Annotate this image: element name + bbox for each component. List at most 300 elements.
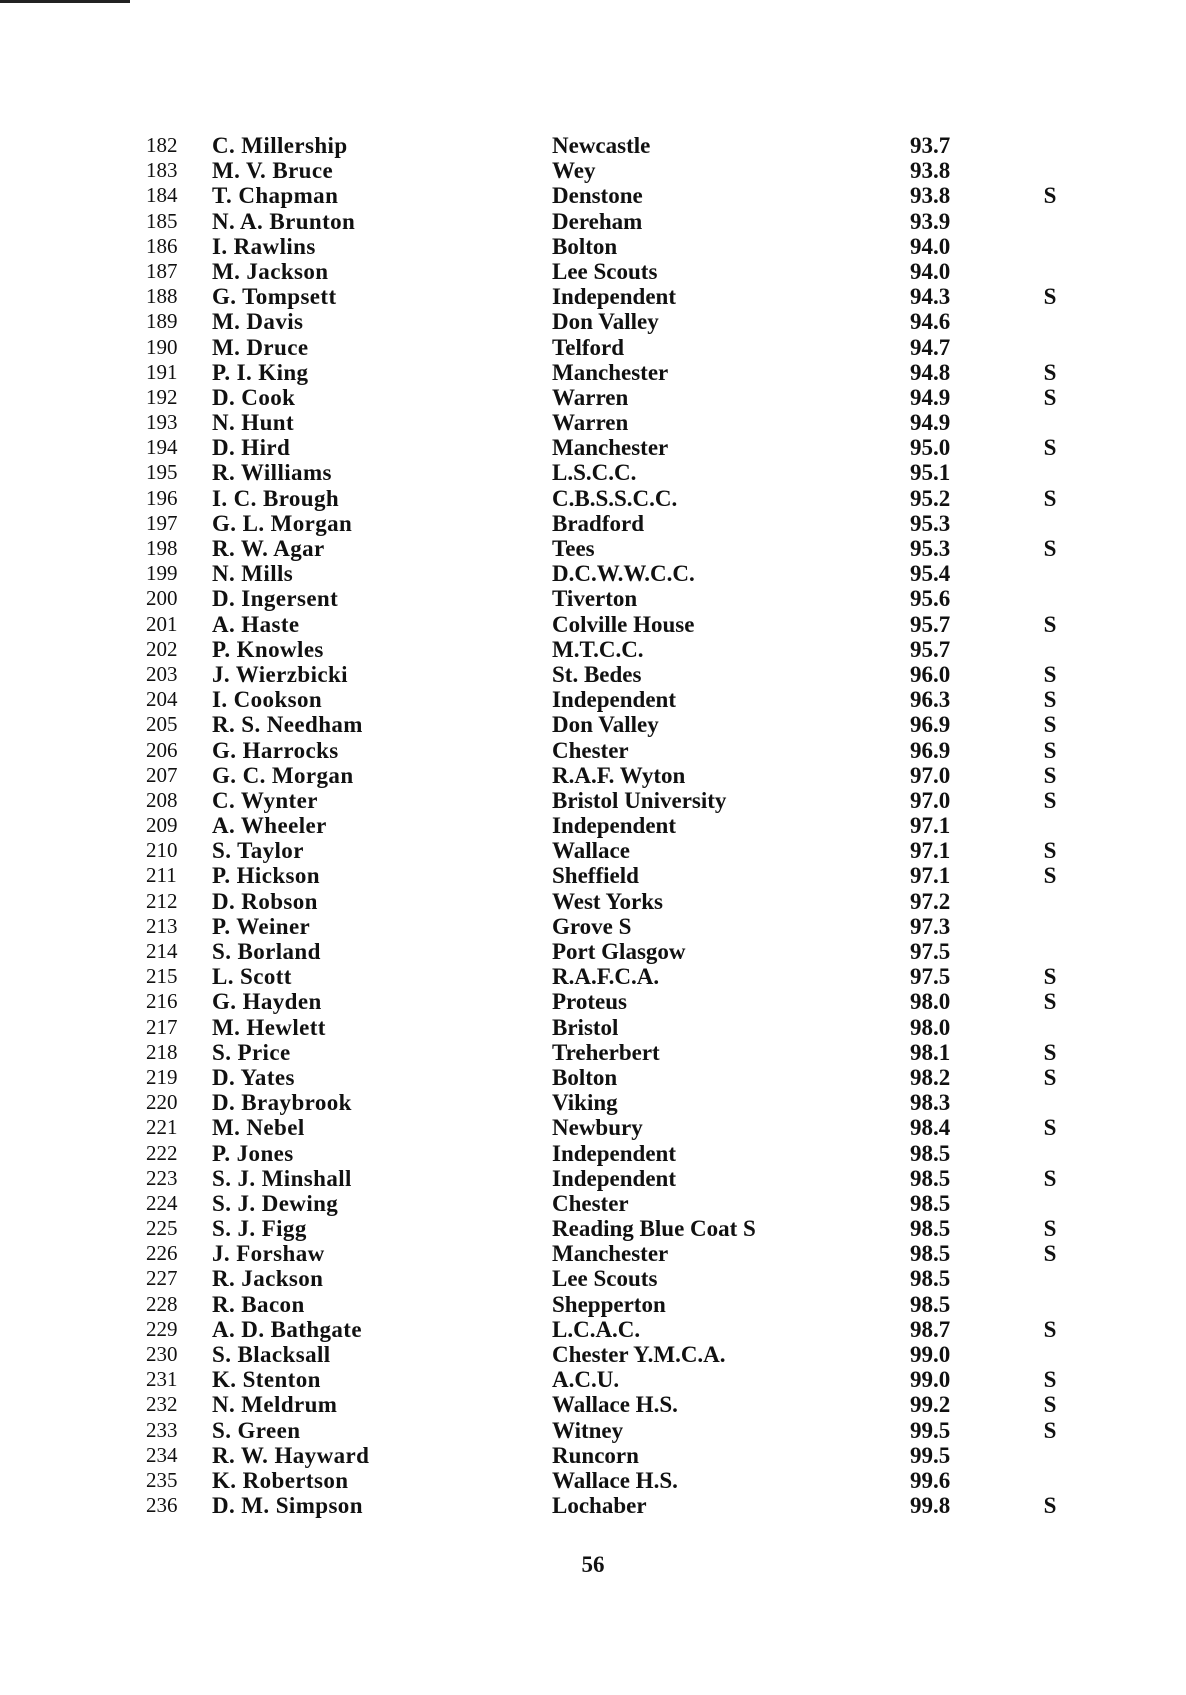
table-row [140,813,1100,838]
time-value: 96.3 [910,687,951,713]
club-name: Manchester [552,1241,669,1267]
table-row [140,1468,1100,1493]
competitor-name: D. Hird [212,435,291,461]
time-value: 98.5 [910,1291,951,1317]
position-number: 192 [146,384,178,409]
competitor-name: P. Weiner [212,913,311,939]
club-name: Wallace [552,838,630,864]
time-value: 99.6 [910,1467,951,1493]
competitor-name: R. Bacon [212,1291,305,1317]
competitor-name: S. J. Figg [212,1216,307,1242]
time-value: 98.5 [910,1216,951,1242]
s-flag: S [1043,384,1057,410]
club-name: Bradford [552,510,644,536]
club-name: Wey [552,158,596,184]
competitor-name: S. Blacksall [212,1342,331,1367]
competitor-name: N. Mills [212,561,294,587]
table-row [140,536,1100,561]
club-name: Chester Y.M.C.A. [552,1342,726,1367]
position-number: 185 [146,208,178,233]
position-number: 187 [146,258,178,283]
time-value: 97.5 [910,964,951,990]
position-number: 217 [146,1014,178,1039]
competitor-name: M. Davis [212,309,304,335]
table-row [140,284,1100,309]
club-name: Port Glasgow [552,939,686,964]
table-row [140,1166,1100,1191]
time-value: 93.8 [910,183,951,209]
time-value: 95.4 [910,561,951,587]
time-value: 98.0 [910,1014,951,1040]
club-name: Independent [552,687,676,713]
position-number: 206 [146,737,178,762]
s-flag: S [1043,485,1057,511]
competitor-name: R. Jackson [212,1266,324,1292]
club-name: Warren [552,410,629,436]
club-name: Lee Scouts [552,258,658,284]
table-row [140,1493,1100,1518]
table-row [140,259,1100,284]
time-value: 97.1 [910,813,951,839]
table-row [140,1317,1100,1342]
competitor-name: G. Harrocks [212,737,339,763]
time-value: 94.7 [910,334,951,360]
time-value: 95.3 [910,536,951,561]
competitor-name: D. Braybrook [212,1090,352,1116]
position-number: 216 [146,989,178,1014]
club-name: Warren [552,384,629,410]
time-value: 96.0 [910,661,951,687]
competitor-name: M. Jackson [212,258,329,284]
time-value: 99.5 [910,1442,951,1468]
position-number: 229 [146,1316,178,1341]
time-value: 96.9 [910,712,951,738]
table-row [140,1292,1100,1317]
competitor-name: N. Meldrum [212,1392,338,1418]
position-number: 219 [146,1064,178,1089]
position-number: 235 [146,1467,178,1492]
club-name: Bolton [552,233,618,259]
club-name: Telford [552,334,624,360]
s-flag: S [1043,787,1057,813]
s-flag: S [1043,964,1057,990]
time-value: 94.9 [910,410,951,436]
time-value: 98.5 [910,1241,951,1267]
club-name: Tees [552,536,595,561]
club-name: Tiverton [552,586,638,612]
club-name: R.A.F. Wyton [552,762,686,788]
club-name: St. Bedes [552,661,642,687]
position-number: 234 [146,1442,178,1467]
competitor-name: I. C. Brough [212,485,340,511]
competitor-name: N. Hunt [212,410,295,436]
table-row [140,889,1100,914]
position-number: 210 [146,838,178,863]
competitor-name: D. Yates [212,1064,295,1090]
competitor-name: S. Price [212,1039,291,1065]
time-value: 97.0 [910,787,951,813]
club-name: Newbury [552,1115,643,1141]
s-flag: S [1043,762,1057,788]
competitor-name: S. Green [212,1417,301,1443]
time-value: 98.5 [910,1190,951,1216]
table-row [140,1418,1100,1443]
club-name: Independent [552,1140,676,1166]
club-name: Shepperton [552,1291,666,1317]
time-value: 97.2 [910,888,951,914]
position-number: 189 [146,309,178,334]
position-number: 223 [146,1165,178,1190]
position-number: 198 [146,536,178,560]
competitor-name: M. V. Bruce [212,158,334,184]
position-number: 233 [146,1417,178,1442]
club-name: Lochaber [552,1493,647,1519]
competitor-name: C. Millership [212,133,348,158]
time-value: 99.2 [910,1392,951,1418]
position-number: 184 [146,183,178,208]
table-row [140,662,1100,687]
position-number: 213 [146,913,178,938]
competitor-name: A. D. Bathgate [212,1316,362,1342]
time-value: 98.7 [910,1316,951,1342]
position-number: 209 [146,813,178,838]
position-number: 205 [146,712,178,737]
table-row [140,1015,1100,1040]
table-row [140,158,1100,183]
competitor-name: C. Wynter [212,787,318,813]
position-number: 236 [146,1493,178,1518]
club-name: Newcastle [552,133,651,158]
competitor-name: S. J. Minshall [212,1165,352,1191]
club-name: Lee Scouts [552,1266,658,1292]
club-name: Chester [552,737,629,763]
s-flag: S [1043,863,1057,889]
club-name: Witney [552,1417,624,1443]
time-value: 94.0 [910,258,951,284]
competitor-name: G. Hayden [212,989,322,1015]
table-row [140,1443,1100,1468]
s-flag: S [1043,661,1057,687]
club-name: Manchester [552,359,669,385]
time-value: 99.5 [910,1417,951,1443]
position-number: 220 [146,1090,178,1115]
table-row [140,1241,1100,1266]
position-number: 199 [146,561,178,586]
time-value: 98.3 [910,1090,951,1116]
club-name: Denstone [552,183,643,209]
club-name: Proteus [552,989,627,1015]
time-value: 98.2 [910,1064,951,1090]
club-name: Sheffield [552,863,639,889]
club-name: L.C.A.C. [552,1316,641,1342]
club-name: Don Valley [552,309,659,335]
s-flag: S [1043,1039,1057,1065]
time-value: 94.8 [910,359,951,385]
time-value: 93.8 [910,158,951,184]
club-name: Independent [552,1165,676,1191]
time-value: 99.8 [910,1493,951,1519]
table-row [140,133,1100,158]
time-value: 99.0 [910,1342,951,1367]
table-row [140,1141,1100,1166]
position-number: 228 [146,1291,178,1316]
competitor-name: K. Robertson [212,1467,349,1493]
table-row [140,1216,1100,1241]
position-number: 196 [146,485,178,510]
club-name: Independent [552,284,676,310]
position-number: 204 [146,687,178,712]
time-value: 95.1 [910,460,951,486]
table-row [140,209,1100,234]
s-flag: S [1043,989,1057,1015]
club-name: West Yorks [552,888,663,914]
table-row [140,486,1100,511]
time-value: 93.9 [910,208,951,234]
competitor-name: M. Druce [212,334,309,360]
competitor-name: P. Knowles [212,636,324,662]
top-rule [0,0,130,3]
position-number: 202 [146,636,178,661]
club-name: Wallace H.S. [552,1467,678,1493]
page-number: 56 [581,1552,605,1577]
time-value: 95.0 [910,435,951,461]
table-row [140,939,1100,964]
s-flag: S [1043,712,1057,738]
club-name: Independent [552,813,676,839]
table-row [140,989,1100,1014]
competitor-name: S. Taylor [212,838,304,864]
club-name: Runcorn [552,1442,639,1468]
position-number: 195 [146,460,178,485]
competitor-name: A. Wheeler [212,813,327,839]
time-value: 98.1 [910,1039,951,1065]
table-row [140,788,1100,813]
club-name: A.C.U. [552,1367,620,1393]
competitor-name: L. Scott [212,964,292,990]
s-flag: S [1043,183,1057,209]
table-row [140,1191,1100,1216]
time-value: 98.5 [910,1266,951,1292]
club-name: Colville House [552,611,695,637]
club-name: D.C.W.W.C.C. [552,561,695,587]
position-number: 225 [146,1216,178,1241]
time-value: 97.3 [910,913,951,939]
table-row [140,763,1100,788]
table-row [140,687,1100,712]
competitor-name: N. A. Brunton [212,208,356,234]
table-row [140,335,1100,360]
competitor-name: P. I. King [212,359,309,385]
time-value: 98.4 [910,1115,951,1141]
position-number: 188 [146,284,178,309]
competitor-name: J. Forshaw [212,1241,325,1267]
s-flag: S [1043,1115,1057,1141]
time-value: 94.9 [910,384,951,410]
time-value: 97.0 [910,762,951,788]
club-name: C.B.S.S.C.C. [552,485,678,511]
table-row [140,309,1100,334]
competitor-name: D. Ingersent [212,586,339,612]
competitor-name: M. Hewlett [212,1014,326,1040]
position-number: 226 [146,1241,178,1266]
time-value: 97.1 [910,863,951,889]
position-number: 222 [146,1140,178,1165]
club-name: L.S.C.C. [552,460,637,486]
s-flag: S [1043,435,1057,461]
table-row [140,410,1100,435]
s-flag: S [1043,1064,1057,1090]
competitor-name: T. Chapman [212,183,339,209]
s-flag: S [1043,1316,1057,1342]
position-number: 194 [146,435,178,460]
club-name: Viking [552,1090,618,1116]
results-table [140,133,1100,1518]
table-row [140,637,1100,662]
time-value: 95.3 [910,510,951,536]
time-value: 95.6 [910,586,951,612]
position-number: 208 [146,787,178,812]
table-row [140,1090,1100,1115]
competitor-name: S. J. Dewing [212,1190,339,1216]
table-row [140,460,1100,485]
club-name: Bristol [552,1014,619,1040]
table-row [140,712,1100,737]
time-value: 98.0 [910,989,951,1015]
position-number: 201 [146,611,178,636]
time-value: 96.9 [910,737,951,763]
club-name: Bristol University [552,787,727,813]
competitor-name: P. Jones [212,1140,294,1166]
table-row [140,863,1100,888]
table-row [140,1342,1100,1367]
competitor-name: R. W. Agar [212,536,325,561]
time-value: 95.7 [910,611,951,637]
table-row [140,738,1100,763]
competitor-name: K. Stenton [212,1367,321,1393]
time-value: 94.0 [910,233,951,259]
table-row [140,183,1100,208]
club-name: Manchester [552,435,669,461]
table-row [140,1040,1100,1065]
position-number: 212 [146,888,178,913]
competitor-name: S. Borland [212,939,321,964]
position-number: 182 [146,133,178,157]
position-number: 200 [146,586,178,611]
position-number: 203 [146,661,178,686]
time-value: 98.5 [910,1140,951,1166]
table-row [140,612,1100,637]
table-row [140,1392,1100,1417]
competitor-name: G. Tompsett [212,284,337,310]
s-flag: S [1043,1493,1057,1519]
club-name: Bolton [552,1064,618,1090]
club-name: M.T.C.C. [552,636,644,662]
club-name: R.A.F.C.A. [552,964,660,990]
table-row [140,385,1100,410]
position-number: 221 [146,1115,178,1140]
competitor-name: R. Williams [212,460,332,486]
time-value: 95.2 [910,485,951,511]
competitor-name: P. Hickson [212,863,320,889]
s-flag: S [1043,1216,1057,1242]
club-name: Treherbert [552,1039,660,1065]
s-flag: S [1043,359,1057,385]
time-value: 94.3 [910,284,951,310]
s-flag: S [1043,1165,1057,1191]
club-name: Wallace H.S. [552,1392,678,1418]
s-flag: S [1043,838,1057,864]
s-flag: S [1043,1367,1057,1393]
s-flag: S [1043,536,1057,561]
table-row [140,511,1100,536]
s-flag: S [1043,1392,1057,1418]
table-row [140,360,1100,385]
table-row [140,1266,1100,1291]
table-row [140,561,1100,586]
position-number: 215 [146,964,178,989]
competitor-name: M. Nebel [212,1115,305,1141]
position-number: 211 [146,863,177,888]
s-flag: S [1043,284,1057,310]
position-number: 230 [146,1342,178,1366]
competitor-name: G. L. Morgan [212,510,353,536]
s-flag: S [1043,737,1057,763]
table-row [140,1367,1100,1392]
competitor-name: R. S. Needham [212,712,363,738]
position-number: 197 [146,510,178,535]
club-name: Don Valley [552,712,659,738]
table-row [140,1065,1100,1090]
time-value: 93.7 [910,133,951,158]
s-flag: S [1043,611,1057,637]
competitor-name: I. Cookson [212,687,323,713]
competitor-name: D. Robson [212,888,318,914]
time-value: 97.1 [910,838,951,864]
competitor-name: R. W. Hayward [212,1442,370,1468]
time-value: 99.0 [910,1367,951,1393]
competitor-name: D. Cook [212,384,296,410]
position-number: 218 [146,1039,178,1064]
competitor-name: G. C. Morgan [212,762,354,788]
table-row [140,838,1100,863]
competitor-name: D. M. Simpson [212,1493,363,1519]
table-row [140,1115,1100,1140]
club-name: Dereham [552,208,643,234]
table-row [140,234,1100,259]
s-flag: S [1043,1417,1057,1443]
table-row [140,964,1100,989]
time-value: 98.5 [910,1165,951,1191]
table-row [140,914,1100,939]
position-number: 183 [146,158,178,183]
position-number: 190 [146,334,178,359]
club-name: Grove S [552,913,632,939]
competitor-name: J. Wierzbicki [212,661,348,687]
position-number: 232 [146,1392,178,1417]
competitor-name: I. Rawlins [212,233,316,259]
position-number: 186 [146,233,178,258]
s-flag: S [1043,1241,1057,1267]
table-row [140,586,1100,611]
position-number: 227 [146,1266,178,1291]
s-flag: S [1043,687,1057,713]
position-number: 224 [146,1190,178,1215]
position-number: 231 [146,1367,178,1392]
competitor-name: A. Haste [212,611,300,637]
club-name: Chester [552,1190,629,1216]
time-value: 97.5 [910,939,951,964]
time-value: 94.6 [910,309,951,335]
